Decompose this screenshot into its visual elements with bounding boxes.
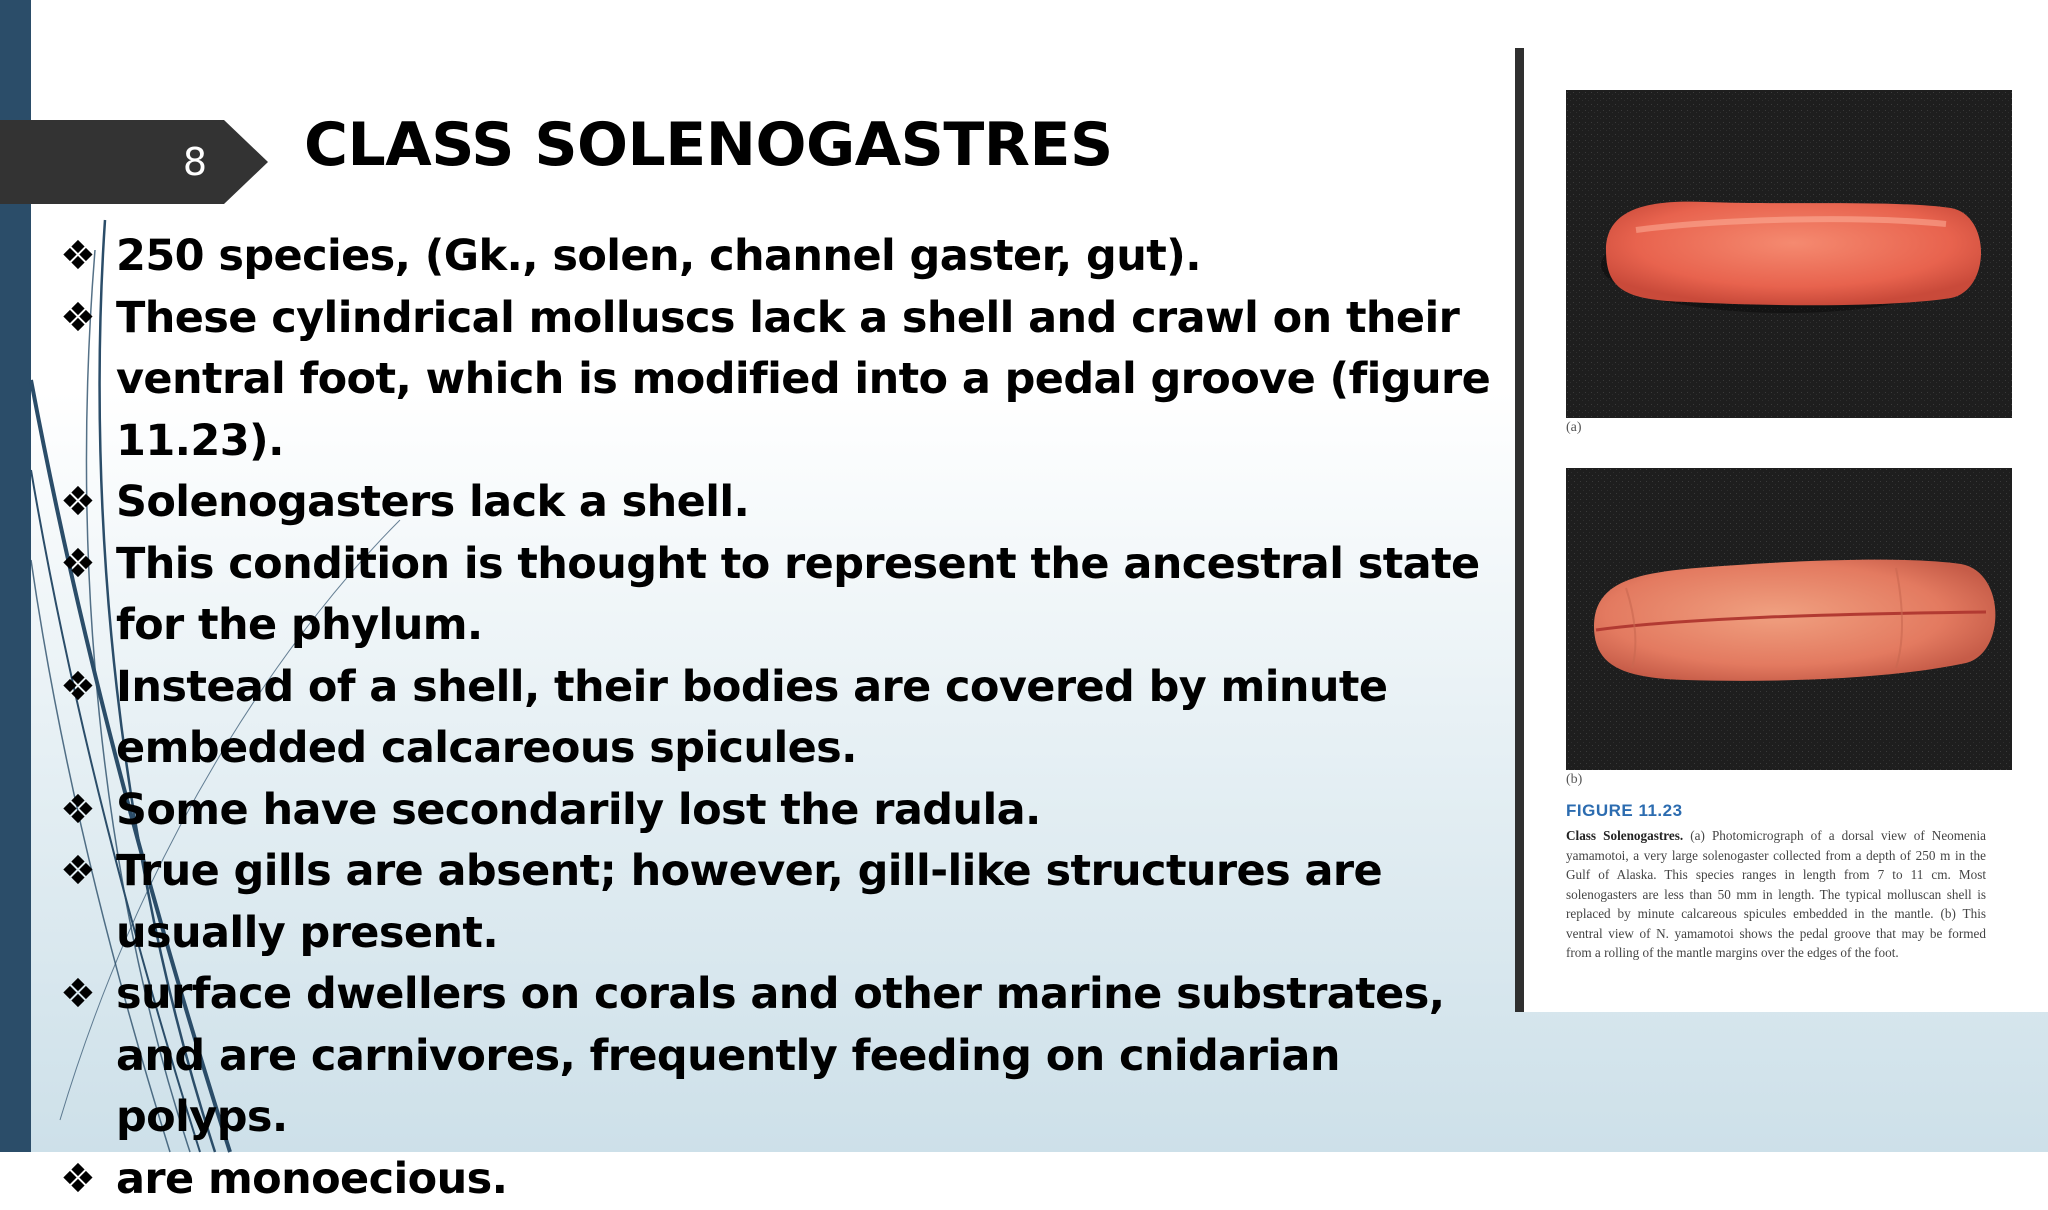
bullet-item <box>60 964 1500 1149</box>
photo-ventral-view <box>1566 468 2012 770</box>
slide-number: 8 <box>140 120 250 204</box>
bullet-diamond-icon: ❖ <box>60 841 95 903</box>
bullet-text: True gills are absent; however, gill-like structures are usually present. <box>116 846 1382 958</box>
slide-title: CLASS SOLENOGASTRES <box>304 110 1113 180</box>
bullet-text: Solenogasters lack a shell. <box>116 477 749 527</box>
bullet-item <box>60 657 1500 780</box>
figure-caption <box>1566 826 1986 963</box>
bullet-item <box>60 226 1500 288</box>
bullet-diamond-icon: ❖ <box>60 226 95 288</box>
bullet-diamond-icon: ❖ <box>60 780 95 842</box>
figure-divider-bar <box>1515 48 1524 1012</box>
bullet-item <box>60 534 1500 657</box>
bullet-item <box>60 472 1500 534</box>
bullet-diamond-icon: ❖ <box>60 964 95 1026</box>
bullet-text: Instead of a shell, their bodies are covered by minute embedded calcareous spicules. <box>116 662 1387 774</box>
bullet-text: This condition is thought to represent the ancestral state for the phylum. <box>116 539 1480 651</box>
bullet-list <box>60 226 1500 1210</box>
panel-b-label: (b) <box>1566 772 1582 788</box>
figure-title: FIGURE 11.23 <box>1566 801 1683 821</box>
bullet-item <box>60 841 1500 964</box>
bullet-item <box>60 1149 1500 1210</box>
bullet-diamond-icon: ❖ <box>60 1149 95 1210</box>
bullet-diamond-icon: ❖ <box>60 288 95 350</box>
figure-caption-body: (a) Photomicrograph of a dorsal view of Neomenia yamamotoi, a very large solenogaster collected from a depth of 250 m in the Gulf of Alaska. This species ranges in length from 7 to 11 cm. Most solenogasters are less than 50 mm in length. The typical molluscan shell is replaced by minute calcareous spicules embedded in the mantle. (b) This ventral view of N. yamamotoi shows the pedal groove that may be formed from a rolling of the mantle margins over the edges of the foot. <box>1566 828 1986 960</box>
bullet-text: 250 species, (Gk., solen, channel gaster, gut). <box>116 231 1201 281</box>
figure-panel <box>1524 48 2048 1012</box>
figure-caption-lead: Class Solenogastres. <box>1566 828 1683 843</box>
bullet-text: Some have secondarily lost the radula. <box>116 785 1041 835</box>
bullet-diamond-icon: ❖ <box>60 472 95 534</box>
bullet-diamond-icon: ❖ <box>60 534 95 596</box>
bullet-diamond-icon: ❖ <box>60 657 95 719</box>
panel-a-label: (a) <box>1566 420 1582 436</box>
bullet-item <box>60 780 1500 842</box>
bullet-text: These cylindrical molluscs lack a shell and crawl on their ventral foot, which is modified into a pedal groove (figure 11.23). <box>116 293 1490 466</box>
photo-dorsal-view <box>1566 90 2012 418</box>
bullet-text: surface dwellers on corals and other marine substrates, and are carnivores, frequently feeding on cnidarian polyps. <box>116 969 1444 1142</box>
bullet-item <box>60 288 1500 473</box>
bullet-text: are monoecious. <box>116 1154 507 1204</box>
